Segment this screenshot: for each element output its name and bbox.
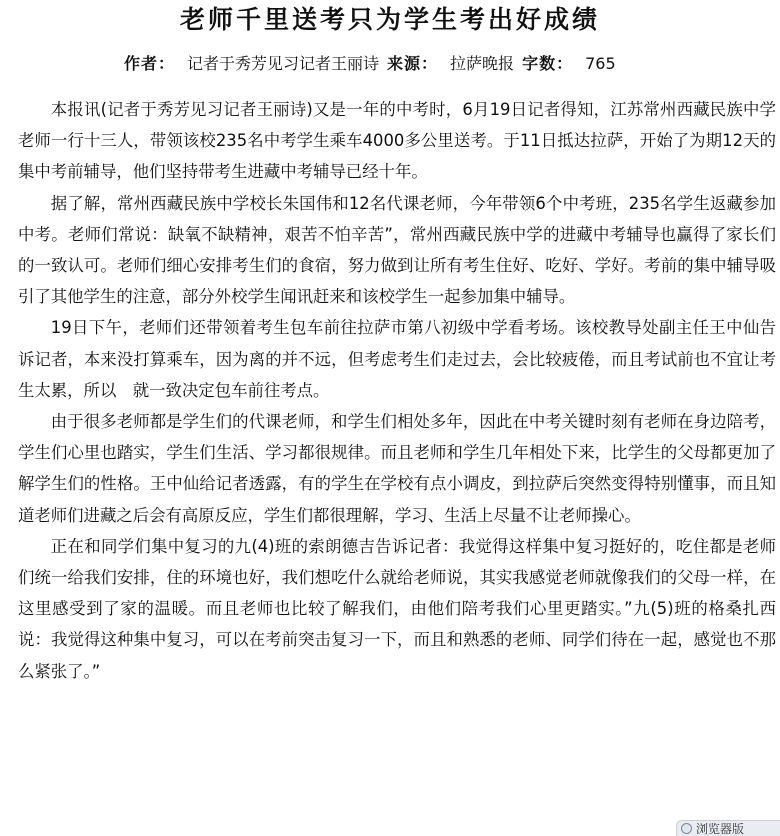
browser-icon [681, 823, 692, 834]
paragraph: 正在和同学们集中复习的九(4)班的索朗德吉告诉记者：我觉得这样集中复习挺好的，吃住都是老师们统一给我们安排，住的环境也好，我们想吃什么就给老师说，其实我感觉老师就像我们的父母一样，在这里感受到了家的温暖。而且老师也比较了解我们，由他们陪考我们心里更踏实。”九(5)班的格桑扎西说：我觉得这种集中复习，可以在考前突击复习一下，而且和熟悉的老师、同学们待在一起，感觉也不那么紧张了。” [18, 536, 776, 681]
author-label: 作者： [124, 54, 176, 73]
paragraph: 19日下午，老师们还带领着考生包车前往拉萨市第八初级中学看考场。该校教导处副主任王中仙告诉记者，本来没打算乘车，因为离的并不远，但考虑考生们走过去，会比较疲倦，而且考试前也不宜让考生太累，所以 就一致决定包车前往考点。 [18, 318, 776, 400]
paragraph: 据了解，常州西藏民族中学校长朱国伟和12名代课老师，今年带领6个中考班，235名学生返藏参加中考。老师们常说：缺氧不缺精神，艰苦不怕辛苦”，常州西藏民族中学的进藏中考辅导也赢得了家长们的一致认可。老师们细心安排考生们的食宿，努力做到让所有考生住好、吃好、学好。考前的集中辅导吸引了其他学生的注意，部分外校学生闻讯赶来和该校学生一起参加集中辅导。 [18, 193, 776, 307]
browser-version-label: 浏览器版 [696, 822, 745, 836]
wordcount-value: 765 [585, 54, 616, 73]
browser-version-tab[interactable] [676, 820, 780, 836]
source-label: 来源： [387, 54, 439, 73]
wordcount-label: 字数： [522, 54, 574, 73]
article-body [18, 94, 776, 687]
author-value: 记者于秀芳见习记者王丽诗 [187, 54, 380, 73]
paragraph: 本报讯(记者于秀芳见习记者王丽诗)又是一年的中考时，6月19日记者得知，江苏常州西藏民族中学老师一行十三人，带领该校235名中考学生乘车4000多公里送考。于11日抵达拉萨，开始了为期12天的集中考前辅导，他们坚持带考生进藏中考辅导已经十年。 [18, 100, 776, 182]
article-meta [124, 52, 764, 76]
paragraph: 由于很多老师都是学生们的代课老师，和学生们相处多年，因此在中考关键时刻有老师在身边陪考，学生们心里也踏实，学生们生活、学习都很规律。而且老师和学生几年相处下来，比学生的父母都更加了解学生们的性格。王中仙给记者透露，有的学生在学校有点小调皮，到拉萨后突然变得特别懂事，而且知道老师们进藏之后会有高原反应，学生们都很理解，学习、生活上尽量不让老师操心。 [18, 412, 776, 525]
article-title: 老师千里送考只为学生考出好成绩 [179, 5, 600, 34]
source-value: 拉萨晚报 [450, 54, 515, 73]
